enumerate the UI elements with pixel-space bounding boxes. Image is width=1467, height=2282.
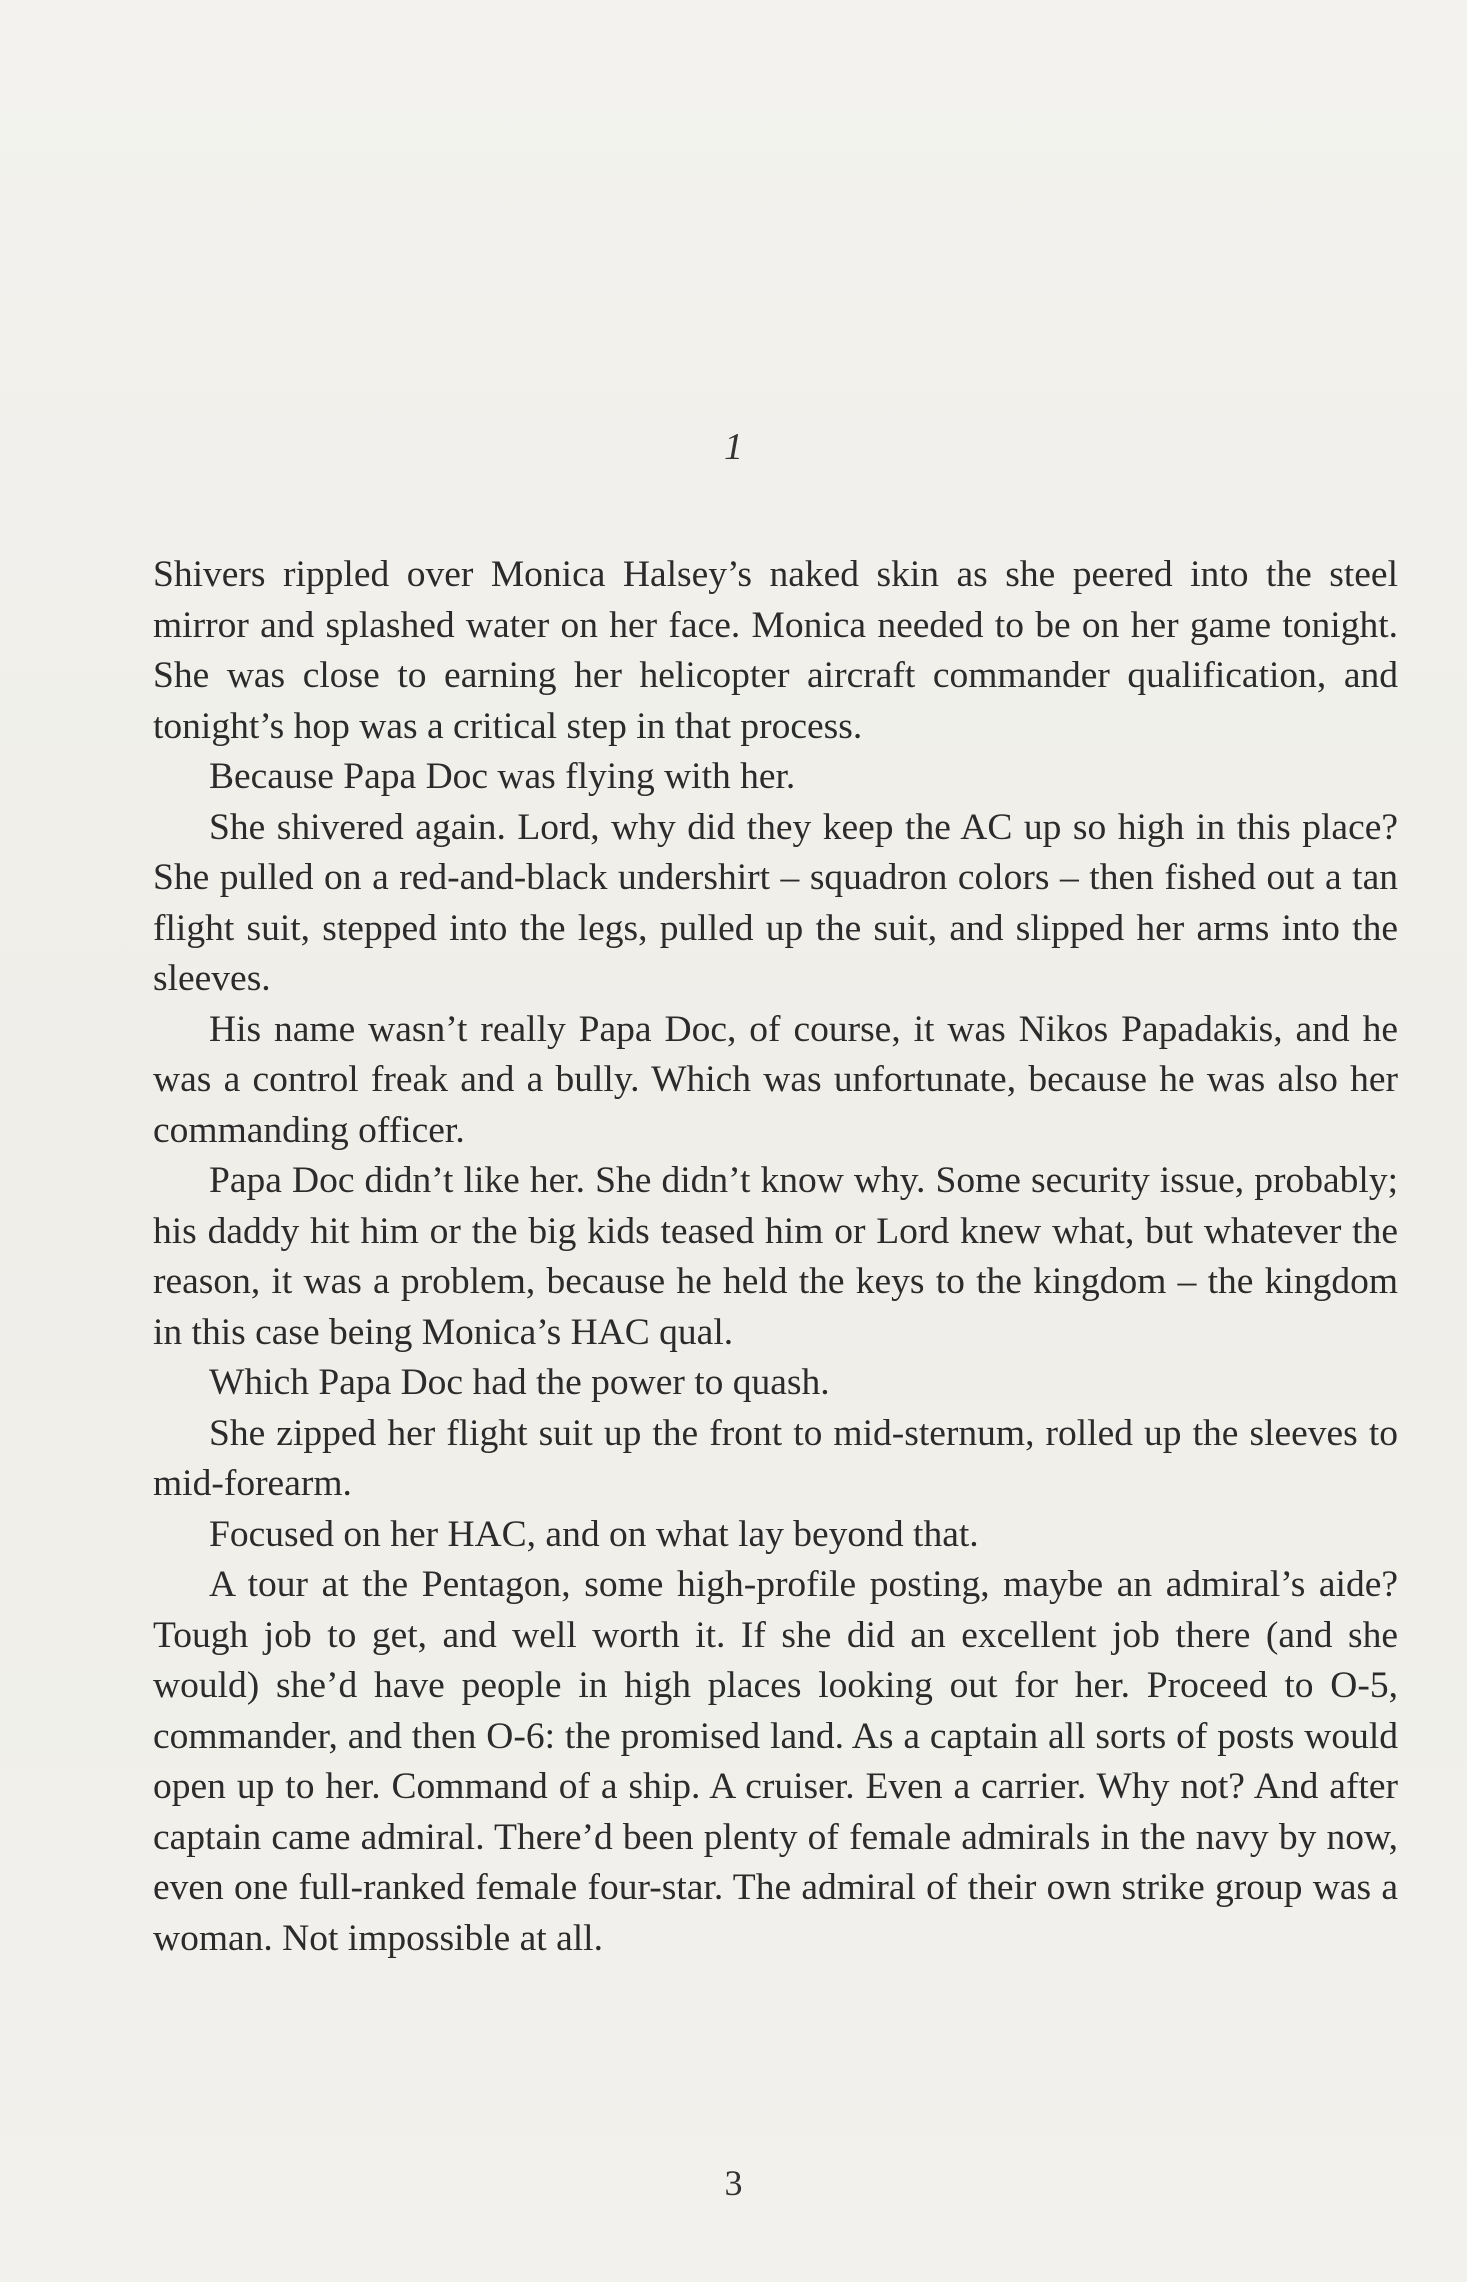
paragraph: She zipped her flight suit up the front to mid-sternum, rolled up the sleeves to mid-forearm. — [153, 1412, 1398, 1504]
paragraph: His name wasn’t really Papa Doc, of course, it was Nikos Papadakis, and he was a control freak and a bully. Which was unfortunate, because he was also her commanding officer. — [153, 1008, 1398, 1151]
chapter-body — [153, 550, 1398, 1964]
paragraph: She shivered again. Lord, why did they keep the AC up so high in this place? She pulled on a red-and-black undershirt – squadron colors – then fished out a tan flight suit, stepped into the legs, pulled up the suit, and slipped her arms into the sleeves. — [153, 806, 1398, 999]
chapter-number: 1 — [724, 426, 743, 468]
paragraph: Focused on her HAC, and on what lay beyond that. — [209, 1513, 979, 1555]
page-number: 3 — [724, 2163, 743, 2203]
paragraph: Papa Doc didn’t like her. She didn’t know why. Some security issue, probably; his daddy hit him or the big kids teased him or Lord knew what, but whatever the reason, it was a problem, because he held the keys to the kingdom – the kingdom in this case being Monica’s HAC qual. — [153, 1160, 1398, 1353]
paragraph: A tour at the Pentagon, some high-profile posting, maybe an admiral’s aide? Tough job to get, and well worth it. If she did an excellent job there (and she would) she’d have people in high places looking out for her. Proceed to O-5, commander, and then O-6: the promised land. As a captain all sorts of posts would open up to her. Command of a ship. A cruiser. Even a carrier. Why not? And after captain came admiral. There’d been plenty of female admirals in the navy by now, even one full-ranked female four-star. The admiral of their own strike group was a woman. Not impossible at all. — [153, 1564, 1398, 1959]
paragraph: Shivers rippled over Monica Halsey’s naked skin as she peered into the steel mirror and splashed water on her face. Monica needed to be on her game tonight. She was close to earning her helicopter aircraft commander qualification, and tonight’s hop was a critical step in that process. — [153, 554, 1398, 747]
paragraph: Which Papa Doc had the power to quash. — [209, 1362, 830, 1403]
paragraph: Because Papa Doc was flying with her. — [209, 756, 796, 797]
